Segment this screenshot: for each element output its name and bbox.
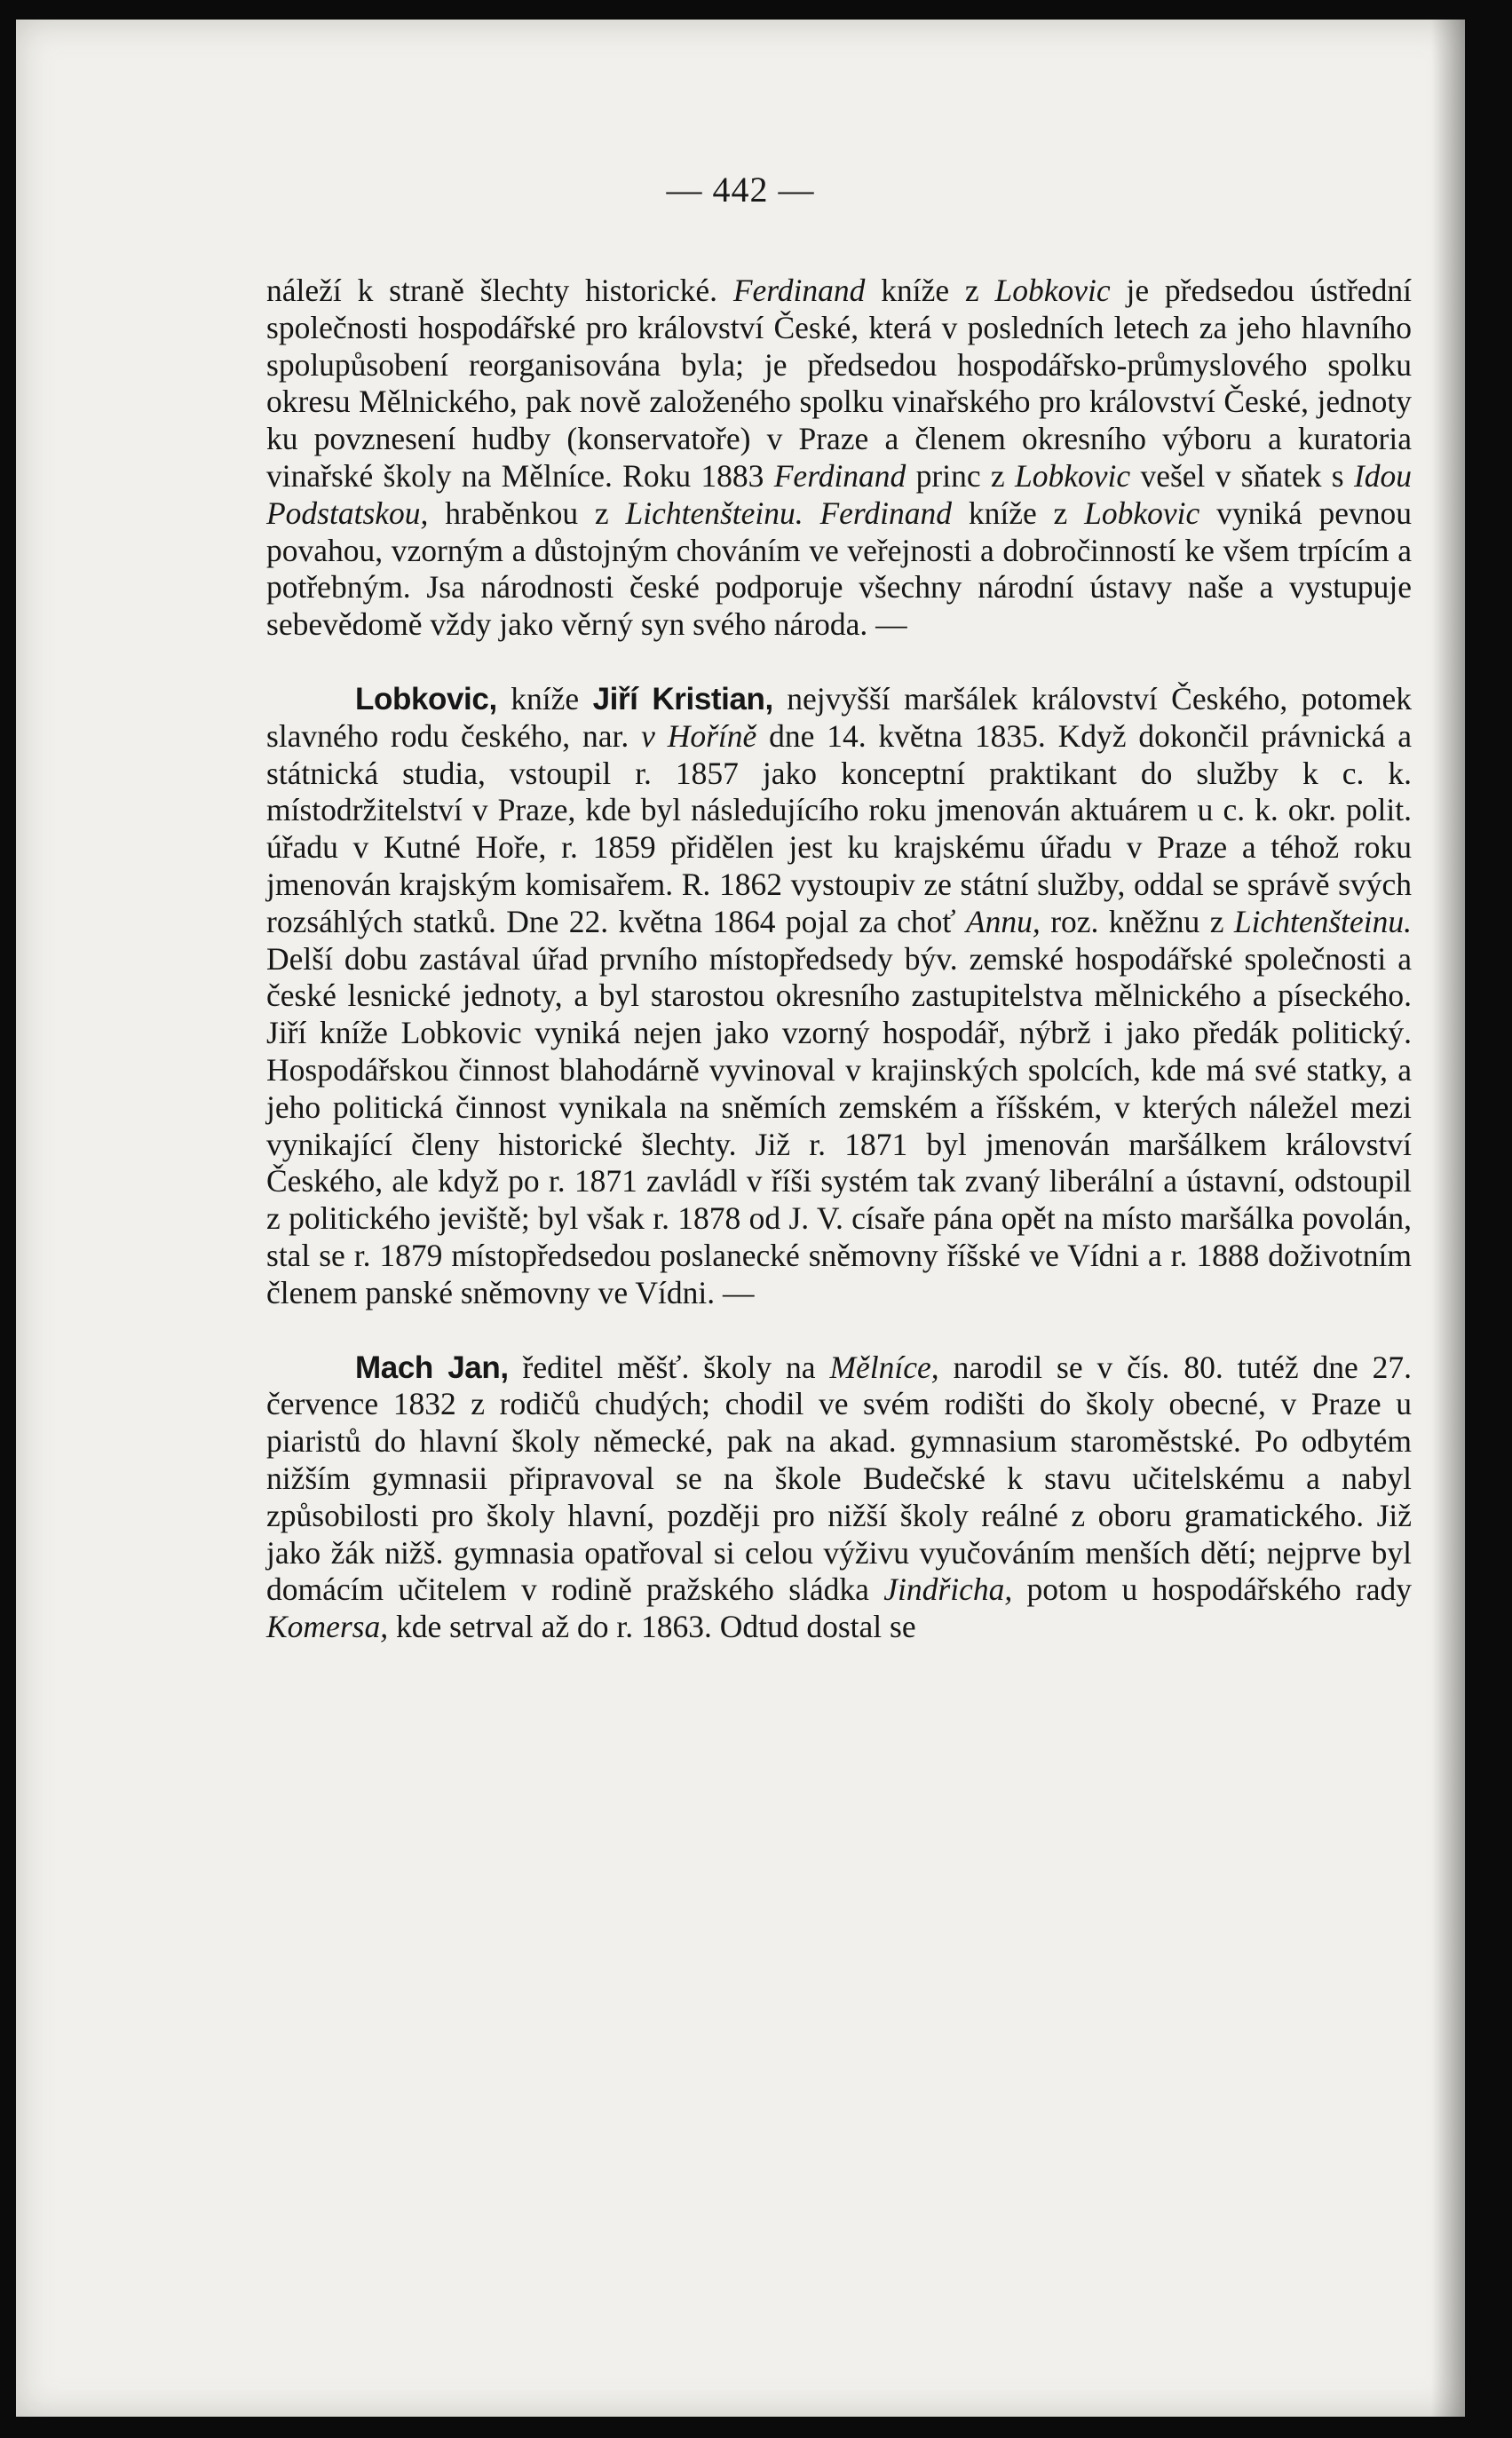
entry-name: Lobkovic, bbox=[355, 681, 497, 716]
entry-name: Mach Jan, bbox=[355, 1350, 509, 1385]
paragraph-mach-jan bbox=[266, 1350, 1412, 1646]
body-text: princ z bbox=[906, 457, 1015, 494]
body-text: kde setrval až do r. 1863. Odtud dostal se bbox=[388, 1609, 916, 1645]
body-text: dne 14. května 1835. Když dokončil právnická a státnická studia, vstoupil r. 1857 jako konceptní praktikant do služby k c. k. místodržitelství v Praze, kde byl následujícího roku jmenován aktuárem u c. k. okr. polit. úřadu v Kutné Hoře, r. 1859 přidělen jest ku krajskému úřadu v Praze a téhož roku jmenován krajským komisařem. R. 1862 vystoupiv ze státní služby, oddal se správě svých rozsáhlých statků. Dne 22. května 1864 pojal za choť bbox=[266, 717, 1412, 939]
body-text: ředitel měšť. školy na bbox=[508, 1349, 830, 1385]
italic-text: Ferdinand bbox=[773, 457, 906, 494]
italic-text: Lobkovic bbox=[994, 273, 1111, 308]
body-text bbox=[803, 495, 820, 531]
italic-text: Mělníce, bbox=[829, 1349, 939, 1385]
italic-text: Lichtenšteinu. bbox=[625, 495, 803, 531]
body-text: vyniká pevnou povahou, vzorným a důstojným chováním ve veřejnosti a dobročinností ke všem trpícím a potřebným. Jsa národnosti české podporuje všechny národní ústavy naše a vystupuje sebevědomě vždy jako věrný syn svého národa. — bbox=[266, 495, 1413, 643]
body-text: narodil se v čís. 80. tutéž dne 27. července 1832 z rodičů chudých; chodil ve svém rodišti do školy obecné, v Praze u piaristů do hlavní školy německé, pak na akad. gymnasium staroměstské. Po odbytém nižším gymnasii připravoval se na škole Budečské k stavu učitelskému a nabyl způsobilosti pro školy hlavní, později pro nižší školy reálné z oboru gramatického. Již jako žák nižš. gymnasia opatřoval si celou výživu vyučováním menších dětí; nejprve byl domácím učitelem v rodině pražského sládka bbox=[266, 1349, 1413, 1608]
italic-text: Lichtenšteinu. bbox=[1233, 903, 1412, 939]
italic-text: Idou Podstatskou, bbox=[266, 457, 1413, 531]
body-text: Delší dobu zastával úřad prvního místopředsedy býv. zemské hospodářské společnosti a české lesnické jednoty, a byl starostou okresního zastupitelstva mělnického a píseckého. Jiří kníže Lobkovic vyniká nejen jako vzorný hospodář, nýbrž i jako předák politický. Hospodářskou činnost blahodárně vyvinoval v krajinských spolcích, kde má své statky, a jeho politická činnost vynikala na sněmích zemském a říšském, v kterých náležel mezi vynikající členy historické šlechty. Již r. 1871 byl jmenován maršálkem království Českého, ale když po r. 1871 zavládl v říši systém tak zvaný liberální a ústavní, odstoupil z politického jeviště; byl však r. 1878 od J. V. císaře pána opět na místo maršálka povolán, stal se r. 1879 místopředsedou poslanecké sněmovny říšské ve Vídni a r. 1888 doživotním členem panské sněmovny ve Vídni. — bbox=[266, 940, 1412, 1310]
body-text: kníže z bbox=[952, 495, 1085, 531]
body-text: nejvyšší maršálek království Českého, potomek slavného rodu českého, nar. bbox=[266, 680, 1412, 754]
italic-text: v Hoříně bbox=[641, 717, 757, 754]
body-text: vešel v sňatek s bbox=[1130, 457, 1354, 494]
page-body bbox=[266, 273, 1412, 1646]
body-text: hraběnkou z bbox=[428, 495, 626, 531]
italic-text: Lobkovic bbox=[1084, 495, 1200, 531]
italic-text: Lobkovic bbox=[1014, 457, 1131, 494]
body-text: kníže z bbox=[865, 273, 995, 308]
entry-name: Jiří Kristian, bbox=[592, 681, 773, 716]
italic-text: Annu, bbox=[966, 903, 1041, 939]
page-number: — 442 — bbox=[666, 170, 815, 210]
italic-text: Ferdinand bbox=[819, 495, 953, 531]
book-page bbox=[16, 20, 1465, 2417]
italic-text: Ferdinand bbox=[732, 273, 866, 308]
body-text: je předsedou ústřední společnosti hospodářské pro království České, která v posledních letech za jeho hlavního spolupůsobení reorganisována byla; je předsedou hospodářsko-průmyslového spolku okresu Mělnického, pak nově založeného spolku vinařského pro království České, jednoty ku povznesení hudby (konservatoře) v Praze a členem okresního výboru a kuratoria vinařské školy na Mělníce. Roku 1883 bbox=[266, 273, 1412, 494]
page-spine-shadow bbox=[1431, 20, 1465, 2417]
body-text: kníže bbox=[496, 680, 593, 716]
body-text: roz. kněžnu z bbox=[1040, 903, 1234, 939]
paragraph-gap bbox=[266, 1312, 1412, 1350]
italic-text: Jindřicha, bbox=[883, 1571, 1013, 1608]
paragraph-jiri-kristian-lobkovic bbox=[266, 681, 1412, 1312]
body-text: náleží k straně šlechty historické. bbox=[266, 273, 733, 308]
italic-text: Komersa, bbox=[266, 1609, 389, 1645]
paragraph-gap bbox=[266, 644, 1412, 681]
body-text: potom u hospodářského rady bbox=[1012, 1571, 1412, 1608]
paragraph-ferdinand-lobkovic bbox=[266, 273, 1412, 644]
